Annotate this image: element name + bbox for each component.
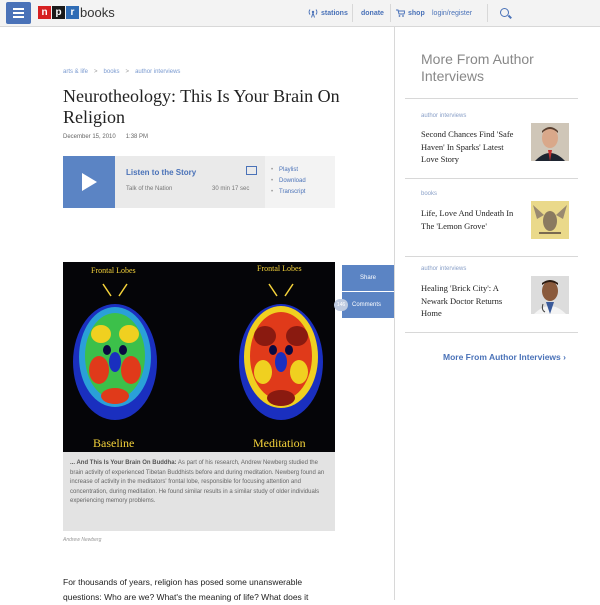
article-date: December 15, 2010: [63, 134, 116, 140]
story-kicker[interactable]: author interviews: [421, 113, 467, 119]
brain-scan-graphic: [63, 262, 335, 452]
nav-divider: [390, 4, 391, 22]
npr-logo[interactable]: [38, 6, 80, 19]
nav-donate-label: donate: [361, 9, 384, 17]
transcript-link[interactable]: • Transcript: [279, 189, 305, 195]
nav-divider: [352, 4, 353, 22]
section-name[interactable]: books: [80, 5, 115, 20]
caption-text: As part of his research, Andrew Newberg studied the brain activity of experienced Tibetan Buddhists before and during meditation. Newberg found an increase of activity in the meditators' frontal lobe, responsible for focusing attention and concentration, during meditation. He found similar results in a similar study of older individuals experiencing memory problems.: [70, 460, 325, 504]
caption-lead: ... And This Is Your Brain On Buddha:: [70, 460, 177, 466]
story-thumbnail[interactable]: [531, 123, 569, 161]
comment-count-badge[interactable]: 146: [334, 299, 348, 311]
photo-caption: [63, 452, 335, 531]
book-cover-image: [531, 201, 569, 239]
player-links: [265, 156, 335, 208]
scan-label-meditation: Meditation: [253, 436, 306, 450]
nav-stations-label: stations: [321, 9, 348, 17]
add-to-playlist-icon[interactable]: [246, 166, 257, 175]
sidebar-title[interactable]: More From Author Interviews: [421, 51, 534, 84]
logo-letter-r: r: [66, 6, 79, 19]
story-thumbnail[interactable]: [531, 201, 569, 239]
play-button[interactable]: [63, 156, 115, 208]
scan-label-baseline: Baseline: [93, 436, 135, 450]
download-link[interactable]: • Download: [279, 178, 306, 184]
cart-icon: [396, 9, 405, 17]
top-bar: [0, 0, 600, 27]
logo-letter-n: n: [38, 6, 51, 19]
nav-stations[interactable]: [308, 0, 348, 26]
nav-login-label: login/register: [432, 9, 473, 17]
breadcrumb-books[interactable]: books: [103, 69, 120, 75]
sidebar-divider: [405, 178, 578, 179]
author-portrait-image: [531, 123, 569, 161]
comments-button[interactable]: Comments: [342, 292, 394, 318]
story-kicker[interactable]: books: [421, 191, 438, 197]
story-thumbnail[interactable]: [531, 276, 569, 314]
story-kicker[interactable]: author interviews: [421, 266, 467, 272]
brain-scan-image: [63, 262, 335, 452]
nav-shop[interactable]: [396, 0, 425, 26]
breadcrumb-separator: >: [125, 69, 130, 75]
program-name: Talk of the Nation: [126, 186, 173, 192]
article-body: For thousands of years, religion has posed some unanswerable questions: Who are we? What's the meaning of life? What does it: [63, 577, 309, 602]
search-icon[interactable]: [500, 8, 509, 17]
breadcrumb-author-interviews[interactable]: author interviews: [135, 69, 181, 75]
dateline: [63, 134, 148, 140]
sidebar-divider: [405, 98, 578, 99]
logo-letter-p: p: [52, 6, 65, 19]
breadcrumb-arts-life[interactable]: arts & life: [63, 69, 89, 75]
nav-shop-label: shop: [408, 9, 425, 17]
nav-donate[interactable]: [361, 0, 384, 26]
menu-button[interactable]: [6, 2, 31, 24]
audio-player: [63, 156, 335, 208]
sidebar-divider: [405, 332, 578, 333]
page-title: Neurotheology: This Is Your Brain On Religion: [63, 86, 340, 127]
share-button[interactable]: Share: [342, 265, 394, 291]
scan-label-frontal-lobes: Frontal Lobes: [91, 266, 136, 275]
sidebar-divider: [405, 256, 578, 257]
radio-tower-icon: [308, 8, 318, 18]
audio-duration: 30 min 17 sec: [212, 186, 250, 192]
story-title[interactable]: Healing 'Brick City': A Newark Doctor Returns Home: [421, 283, 503, 318]
article-time: 1:38 PM: [125, 134, 149, 140]
nav-divider: [487, 4, 488, 22]
playlist-link[interactable]: • Playlist: [279, 167, 298, 173]
listen-link[interactable]: Listen to the Story: [126, 168, 197, 177]
scan-label-frontal-lobes: Frontal Lobes: [257, 264, 302, 273]
column-divider: [394, 26, 395, 600]
breadcrumb: [63, 69, 180, 75]
story-title[interactable]: Second Chances Find 'Safe Haven' In Sparks' Latest Love Story: [421, 129, 514, 164]
more-author-interviews-link[interactable]: More From Author Interviews ›: [443, 352, 566, 362]
photo-credit: Andrew Newberg: [63, 537, 102, 543]
breadcrumb-separator: >: [94, 69, 98, 75]
doctor-portrait-image: [531, 276, 569, 314]
nav-login[interactable]: [432, 0, 472, 26]
story-title[interactable]: Life, Love And Undeath In The 'Lemon Grove': [421, 208, 514, 231]
